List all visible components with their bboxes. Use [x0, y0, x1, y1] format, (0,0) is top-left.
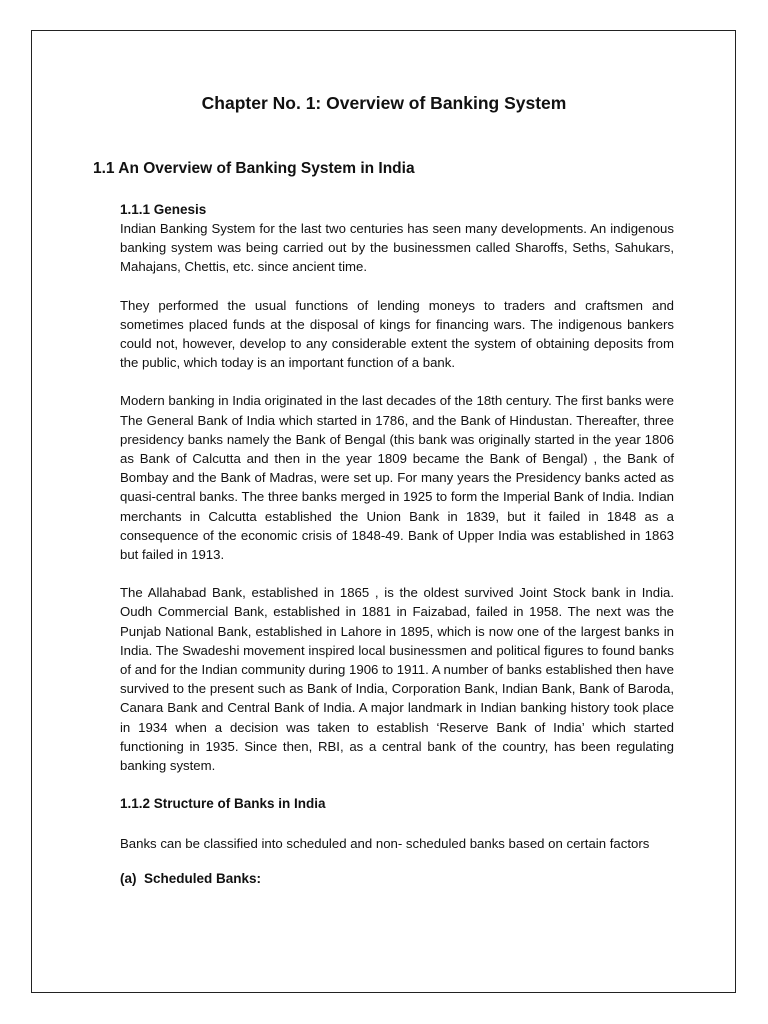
list-item-scheduled-banks	[120, 871, 674, 886]
section-heading: 1.1 An Overview of Banking System in India	[93, 160, 415, 177]
paragraph-genesis-1: Indian Banking System for the last two centuries has seen many developments. An indigenous banking system was being carried out by the businessmen called Sharoffs, Seths, Sahukars, Mahajans, Chettis, etc. since ancient time.	[120, 221, 674, 275]
paragraph-genesis-4: The Allahabad Bank, established in 1865 , is the oldest survived Joint Stock bank in India. Oudh Commercial Bank, established in 1881 in Faizabad, failed in 1958. The next was the Punjab National Bank, established in Lahore in 1895, which is now one of the largest banks in India. The Swadeshi movement inspired local businessmen and political figures to found banks of and for the Indian community during 1906 to 1911. A number of banks established then have survived to the present such as Bank of India, Corporation Bank, Indian Bank, Bank of Baroda, Canara Bank and Central Bank of India. A major landmark in Indian banking history took place in 1934 when a decision was taken to establish ‘Reserve Bank of India’ which started functioning in 1935. Since then, RBI, as a central bank of the country, has been regulating banking system.	[120, 585, 674, 774]
list-marker: (a)	[120, 871, 137, 887]
paragraph-genesis-2: They performed the usual functions of lending moneys to traders and craftsmen and sometimes placed funds at the disposal of kings for financing wars. The indigenous bankers could not, however, develop to any considerable extent the system of obtaining deposits from the public, which today is an important function of a bank.	[120, 297, 674, 371]
subsection-heading-structure: 1.1.2 Structure of Banks in India	[120, 796, 326, 812]
body-content	[120, 201, 674, 886]
paragraph-structure-1: Banks can be classified into scheduled and non- scheduled banks based on certain factors	[120, 836, 650, 852]
list-item-label: Scheduled Banks:	[144, 871, 262, 887]
chapter-title: Chapter No. 1: Overview of Banking System	[201, 93, 567, 113]
subsection-heading-genesis: 1.1.1 Genesis	[120, 202, 207, 217]
paragraph-genesis-3: Modern banking in India originated in the last decades of the 18th century. The first banks were The General Bank of India which started in 1786, and the Bank of Hindustan. Thereafter, three presidency banks namely the Bank of Bengal (this bank was originally started in the year 1806 as Bank of Calcutta and then in the year 1809 became the Bank of Bengal) , the Bank of Bombay and the Bank of Madras, were set up. For many years the Presidency banks acted as quasi-central banks. The three banks merged in 1925 to form the Imperial Bank of India. Indian merchants in Calcutta established the Union Bank in 1839, but it failed in 1848 as a consequence of the economic crisis of 1848-49. Bank of Upper India was established in 1863 but failed in 1913.	[120, 393, 674, 563]
